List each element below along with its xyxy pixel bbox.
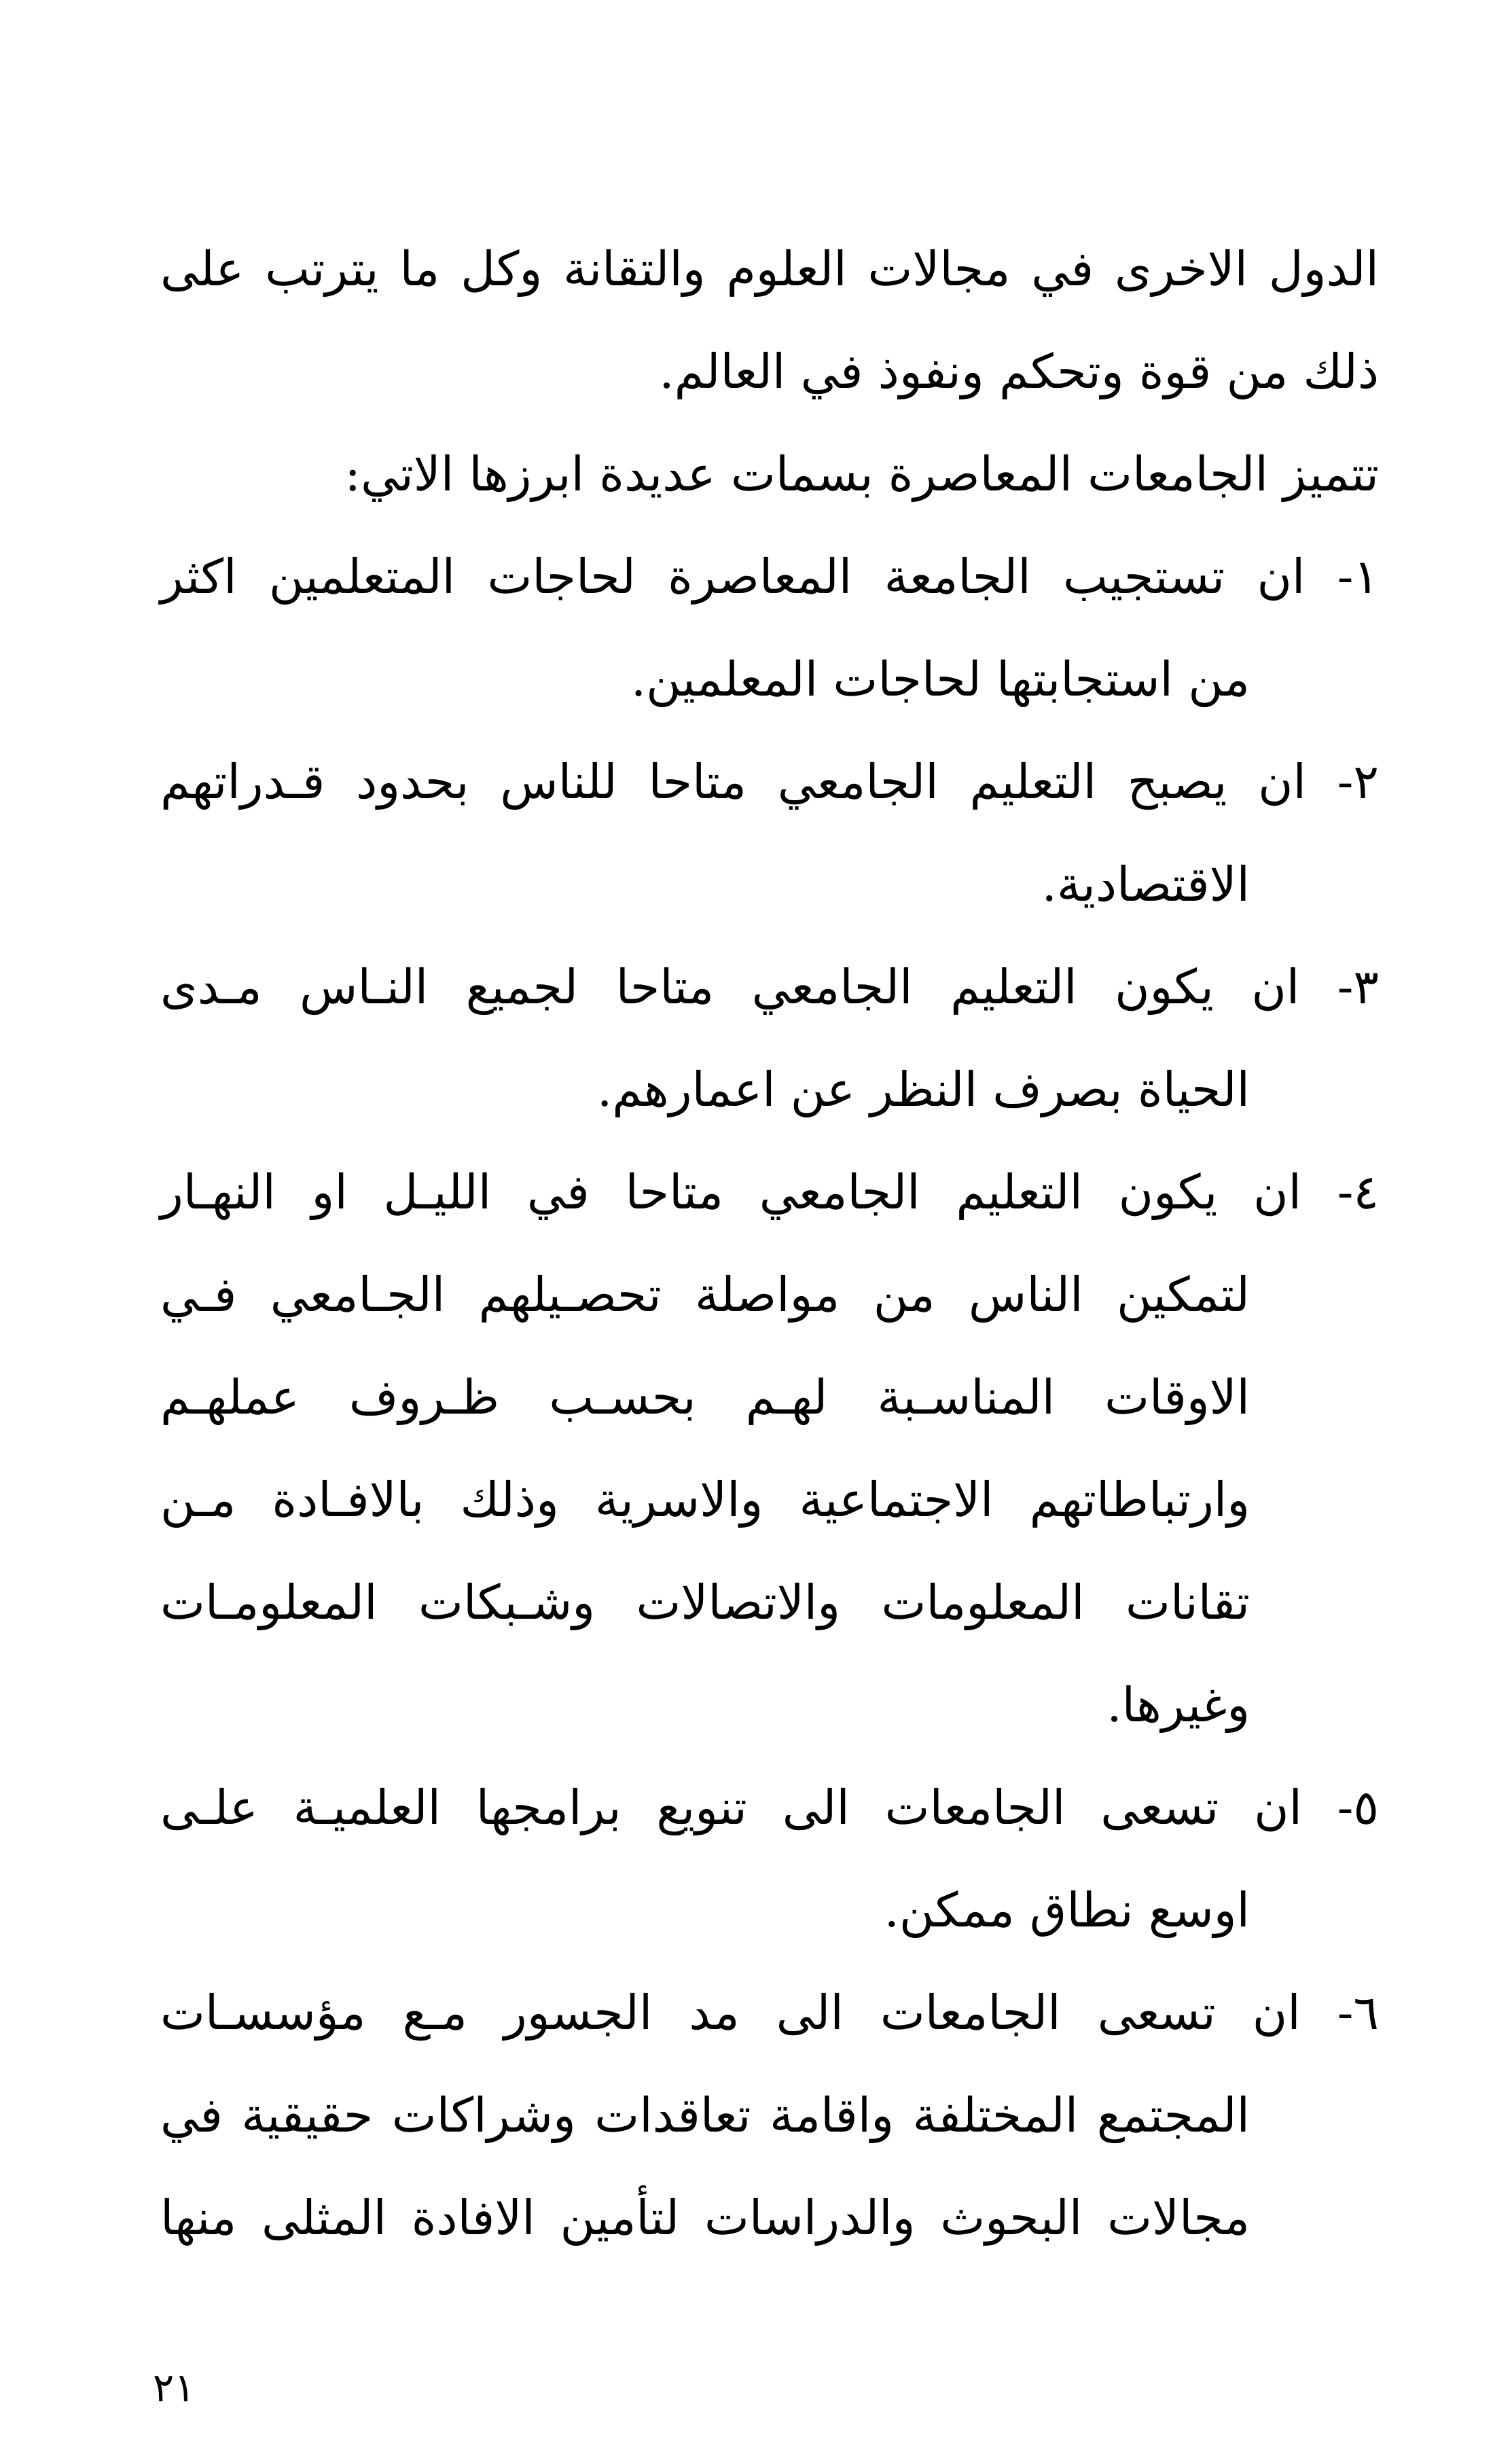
list-item-5-line-2: اوسع نطاق ممكن. <box>884 1882 1250 1938</box>
list-item-4-line-4: وارتباطاتهم الاجتماعية والاسرية وذلك بالافـادة مـن <box>160 1472 1250 1528</box>
text-line-2: ذلك من قوة وتحكم ونفوذ في العالم. <box>659 344 1379 399</box>
list-item-4-line-6: وغيرها. <box>1106 1677 1250 1733</box>
page-number: ٢١ <box>153 2365 196 2411</box>
list-item-3-line-1: ٣- ان يكون التعليم الجامعي متاحا لجميع النـاس مـدى <box>160 959 1379 1015</box>
list-item-2-line-2: الاقتصادية. <box>1041 857 1250 912</box>
list-item-6-line-3: مجالات البحوث والدراسات لتأمين الافادة المثلى منها <box>160 2190 1250 2246</box>
list-item-1-line-1: ١- ان تستجيب الجامعة المعاصرة لحاجات المتعلمين اكثر <box>160 549 1379 605</box>
text-line-1: الدول الاخرى في مجالات العلوم والتقانة وكل ما يترتب على <box>160 241 1379 297</box>
list-item-4-line-3: الاوقات المناسـبة لهـم بحسـب ظـروف عملهـم <box>160 1369 1250 1425</box>
list-item-6-line-1: ٦- ان تسعى الجامعات الى مد الجسور مـع مؤسسـات <box>160 1985 1379 2041</box>
list-item-2-line-1: ٢- ان يصبح التعليم الجامعي متاحا للناس بحدود قـدراتهم <box>160 754 1379 810</box>
list-item-6-line-2: المجتمع المختلفة واقامة تعاقدات وشراكات حقيقية في <box>160 2087 1250 2143</box>
text-line-3: تتميز الجامعات المعاصرة بسمات عديدة ابرزها الاتي: <box>344 446 1379 502</box>
list-item-4-line-2: لتمكين الناس من مواصلة تحصـيلهم الجـامعي فـي <box>160 1267 1250 1323</box>
list-item-1-line-2: من استجابتها لحاجات المعلمين. <box>630 651 1250 707</box>
list-item-4-line-1: ٤- ان يكون التعليم الجامعي متاحا في الليـل او النهـار <box>160 1164 1379 1220</box>
list-item-5-line-1: ٥- ان تسعى الجامعات الى تنويع برامجها العلميـة علـى <box>160 1780 1379 1835</box>
list-item-4-line-5: تقانات المعلومات والاتصالات وشـبكات المعلومـات <box>160 1575 1250 1630</box>
list-item-3-line-2: الحياة بصرف النظر عن اعمارهم. <box>596 1062 1250 1117</box>
